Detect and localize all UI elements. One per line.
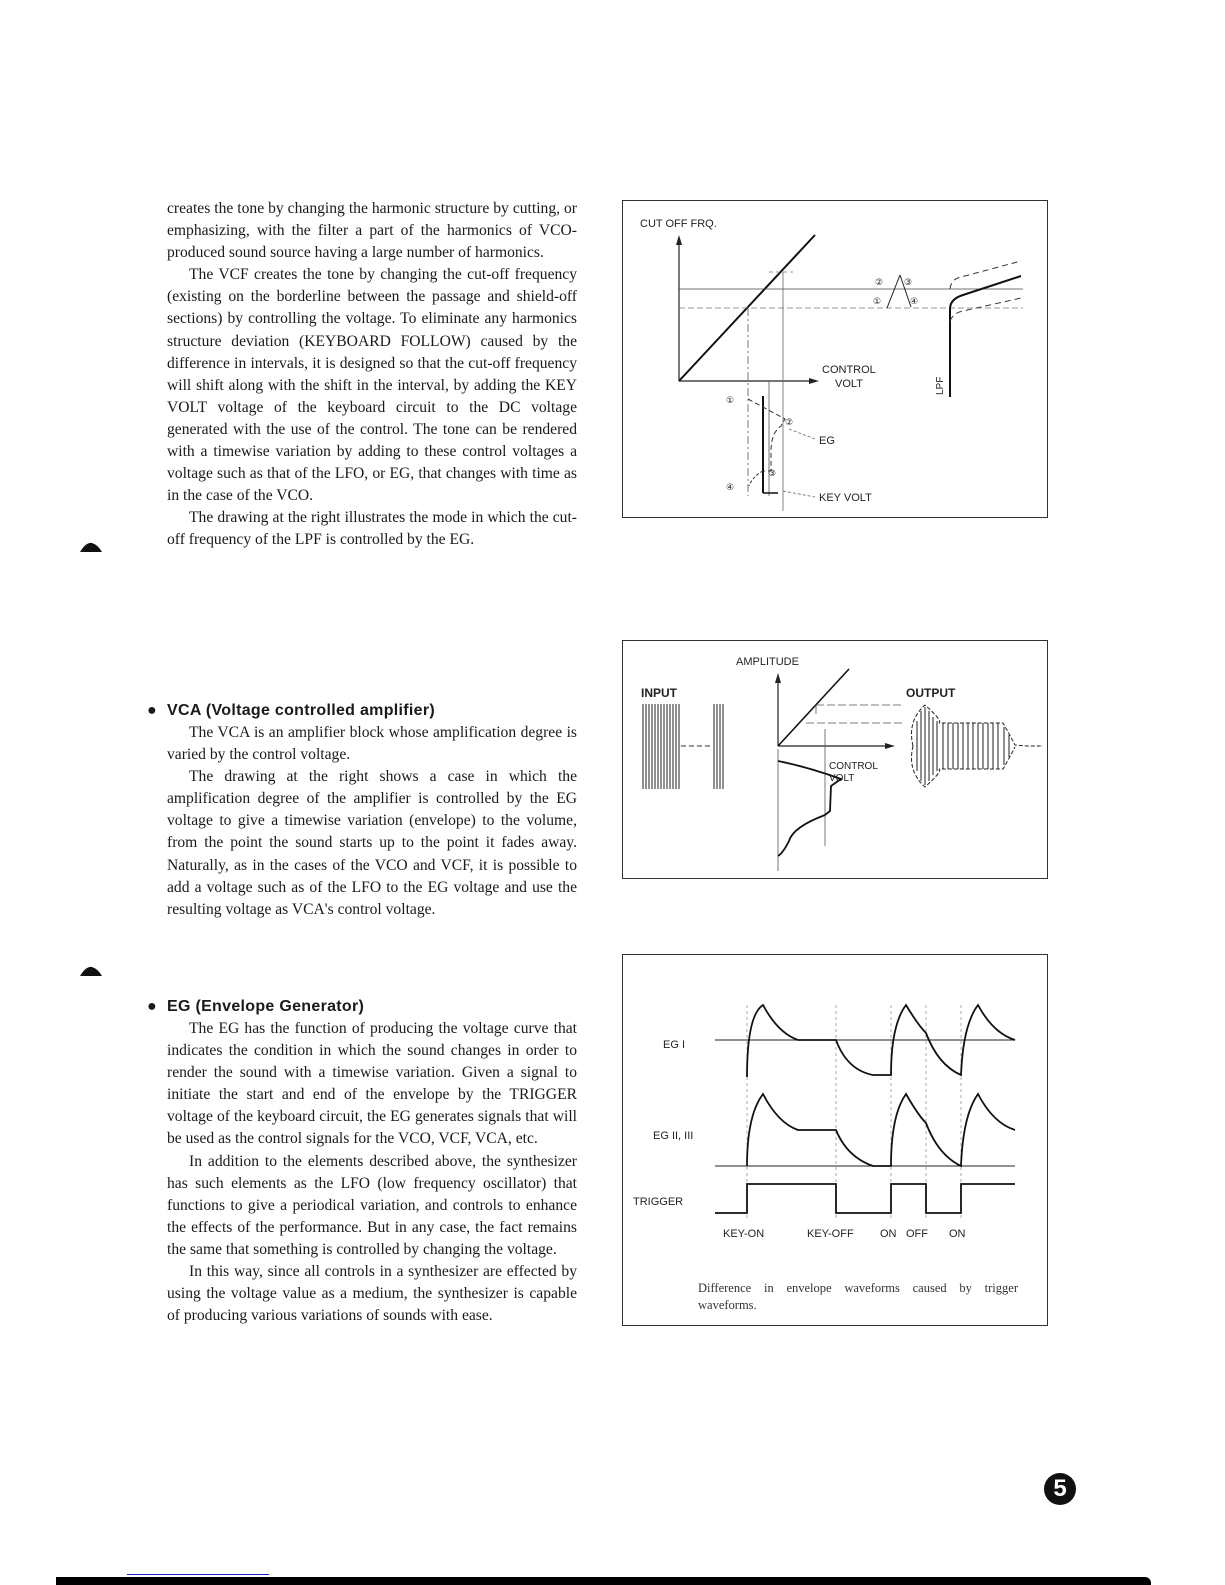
- text-block-vcf: [167, 198, 577, 552]
- footer-black-bar: [56, 1577, 1151, 1585]
- bullet-icon: ●: [147, 998, 157, 1015]
- key-volt-leader-line: [783, 491, 815, 497]
- vca-amplitude-diagram: [623, 641, 1047, 878]
- input-label: INPUT: [641, 686, 677, 700]
- eg-label: EG: [819, 435, 835, 447]
- eg23-waveform: [747, 1094, 1015, 1166]
- event-label: ON: [949, 1228, 966, 1240]
- text-block-vca: [167, 722, 577, 921]
- lpf-label: LPF: [935, 376, 946, 395]
- cutoff-marker-3: ③: [904, 277, 913, 287]
- vca-paragraph: The VCA is an amplifier block whose amplification degree is varied by the control voltage.: [167, 724, 577, 764]
- vcf-cutoff-figure: [622, 200, 1048, 518]
- trigger-waveform: [715, 1184, 1015, 1213]
- vca-amplitude-figure: [622, 640, 1048, 879]
- output-envelope: [912, 705, 1044, 787]
- eg1-waveform: [747, 1005, 1015, 1077]
- output-label: OUTPUT: [906, 686, 956, 700]
- eg-paragraph: In this way, since all controls in a synthesizer are effected by using the voltage value as a medium, the synthesizer is capable of producing various variations of sounds with ease.: [167, 1263, 577, 1325]
- x-axis-arrow-icon: [809, 378, 819, 384]
- x-axis-arrow-icon: [885, 743, 895, 749]
- step-marker-2: ②: [785, 417, 794, 427]
- control-volt-label-1: CONTROL: [829, 761, 878, 772]
- step-marker-3: ③: [768, 468, 777, 478]
- y-axis-arrow-icon: [676, 235, 682, 245]
- amplitude-label: AMPLITUDE: [736, 656, 799, 668]
- cutoff-marker-1: ①: [873, 296, 882, 306]
- step-marker-4: ④: [726, 482, 735, 492]
- eg-curve: [748, 399, 785, 471]
- lpf-curve-lower: [950, 298, 1021, 321]
- event-label: ON: [880, 1228, 897, 1240]
- eg-waveform-figure: [622, 954, 1048, 1326]
- row-label-trigger: TRIGGER: [633, 1196, 684, 1208]
- event-label: KEY-OFF: [807, 1228, 854, 1240]
- control-volt-label-2: VOLT: [829, 773, 855, 784]
- row-label-eg1: EG I: [663, 1039, 686, 1051]
- cutoff-rise-arrow: [887, 275, 900, 308]
- control-volt-label-2: VOLT: [835, 378, 863, 390]
- key-volt-label: KEY VOLT: [819, 492, 872, 504]
- cutoff-marker-2: ②: [875, 277, 884, 287]
- vcf-paragraph: The VCF creates the tone by changing the cut-off frequency (existing on the borderline between the passage and shield-off sections) by controlling the voltage. To eliminate any harmonics structure deviation (KEYBOARD FOLLOW) caused by the difference in intervals, it is designed so that the cut-off frequency will shift along with the shift in the interval, by adding the KEY VOLT voltage of the keyboard circuit to the DC voltage generated with the use of the control. The tone can be rendered with a timewise variation by adding to these control voltages a voltage such as that of the LFO, or EG, that changes with time as in the case of the VCO.: [167, 266, 577, 505]
- lpf-curve-upper: [950, 261, 1021, 289]
- vca-paragraph: The drawing at the right shows a case in which the amplification degree of the amplifier is controlled by the EG voltage to give a timewise variation (envelope) to the volume, from the point the sound starts up to the point it fades away. Naturally, as in the cases of the VCO and VCF, it is possible to add a voltage such as of the LFO to the EG voltage and use the resulting voltage as VCA's control voltage.: [167, 768, 577, 918]
- eg-waveform-diagram: [623, 955, 1047, 1325]
- cutoff-frq-label: CUT OFF FRQ.: [640, 218, 717, 230]
- eg-paragraph: In addition to the elements described above, the synthesizer has such elements as the LFO (low frequency oscillator) that functions to give a periodical variation, and controls to enhance the effects of the performance. But in any case, the fact remains the same that something is controlled by changing the voltage.: [167, 1152, 577, 1258]
- control-volt-label-1: CONTROL: [822, 364, 876, 376]
- margin-marker-icon: [80, 966, 102, 976]
- eg-figure-caption: Difference in envelope waveforms caused by trigger waveforms.: [698, 1281, 1018, 1312]
- eg-control-curve: [778, 761, 841, 856]
- transfer-curve: [778, 669, 849, 746]
- bullet-icon: ●: [147, 702, 157, 719]
- page-number-badge: 5: [1044, 1473, 1076, 1505]
- eg-paragraph: The EG has the function of producing the voltage curve that indicates the condition in which the sound changes in order to render the sound with a timewise variation. Given a signal to initiate the start and end of the envelope by the TRIGGER voltage of the keyboard circuit, the EG generates signals that will be used as the control signals for the VCO, VCF, VCA, etc.: [167, 1020, 577, 1148]
- intro-paragraph: creates the tone by changing the harmonic structure by cutting, or emphasizing, with the filter a part of the harmonics of VCO-produced sound source having a large number of harmonics.: [167, 200, 577, 262]
- event-label: KEY-ON: [723, 1228, 765, 1240]
- vcf-cutoff-diagram: [623, 201, 1047, 517]
- cutoff-marker-4: ④: [910, 296, 919, 306]
- text-block-eg: [167, 1018, 577, 1327]
- vcf-drawing-paragraph: The drawing at the right illustrates the mode in which the cut-off frequency of the LPF is controlled by the EG.: [167, 509, 577, 549]
- step-marker-1: ①: [726, 395, 735, 405]
- row-label-eg2-3: EG II, III: [653, 1130, 694, 1142]
- margin-marker-icon: [80, 542, 102, 552]
- vca-heading-text: VCA (Voltage controlled amplifier): [167, 702, 436, 719]
- eg-leader-line: [789, 429, 815, 439]
- footer-blue-rule: [127, 1574, 269, 1575]
- vca-heading: [147, 702, 435, 720]
- event-guides: [747, 1005, 961, 1220]
- lpf-curve: [950, 276, 1021, 397]
- eg-curve: [749, 471, 763, 486]
- eg-heading-text: EG (Envelope Generator): [167, 998, 365, 1015]
- eg-heading: [147, 998, 364, 1016]
- y-axis-arrow-icon: [775, 673, 781, 683]
- event-label: OFF: [906, 1228, 928, 1240]
